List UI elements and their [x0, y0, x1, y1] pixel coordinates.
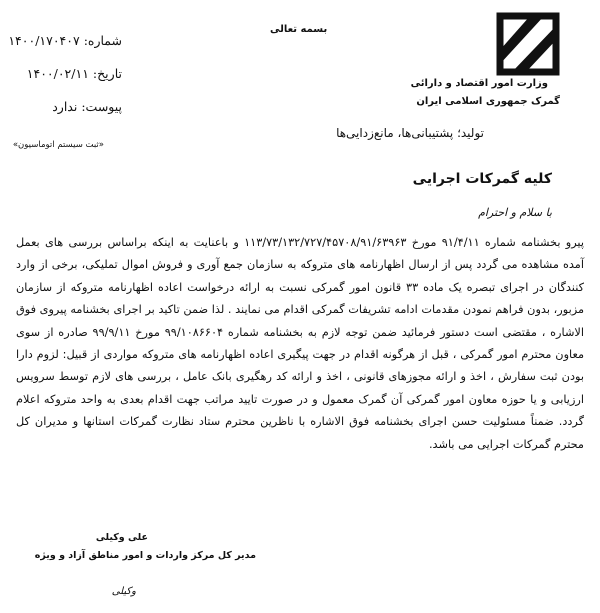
customs-logo-icon	[492, 12, 564, 76]
ministry-name: وزارت امور اقتصاد و دارائی	[410, 78, 548, 89]
date-value: ۱۴۰۰/۰۲/۱۱	[26, 66, 89, 81]
attachment-value: ندارد	[52, 99, 78, 114]
letter-number	[8, 33, 122, 48]
letter-attachment	[52, 99, 122, 114]
attachment-label: پیوست:	[81, 99, 122, 114]
signer-title: مدیر کل مرکز واردات و امور مناطق آزاد و ویژه	[34, 550, 256, 561]
letter-subject: تولید؛ پشتیبانی‌ها، مانع‌زدایی‌ها	[336, 126, 484, 140]
date-label: تاریخ:	[92, 66, 122, 81]
letter-body: پیرو بخشنامه شماره ۹۱/۴/۱۱ مورخ ۱۱۳/۷۳/۱۳۲/۷۲۷/۴۵۷۰۸/۹۱/۶۳۹۶۳ و باعنایت به اینکه براساس بررسی های بعمل آمده مشاهده می گردد پس از ارسال اظهارنامه های متروکه به سازمان جمع آوری و فروش اموال تملیکی، برخی از وارد کنندگان در اجرای تبصره یک ماده ۳۳ قانون امور گمرکی نسبت به ارائه درخواست اعاده اظهارنامه متروکه از سازمان مزبور، بدون فراهم نمودن مقدمات ادامه تشریفات گمرکی اقدام می نمایند . لذا ضمن تاکید بر اجرای بخشنامه پیروی فوق الاشاره ، مقتضی است دستور فرمائید ضمن توجه لازم به بخشنامه شماره ۹۹/۱۰۸۶۶۰۴ مورخ ۹۹/۹/۱۱ صادره از سوی معاون محترم امور گمرکی ، قبل از هرگونه اقدام در جهت پیگیری اعاده اظهارنامه های متروکه مواردی از قبیل: لزوم دارا بودن ثبت سفارش ، اخذ و ارائه مجوزهای قانونی ، اخذ و ارائه کد رهگیری بانک عامل ، بررسی های لازم توسط سرویس ارزیابی و یا حوزه معاون امور گمرکی آن گمرک معمول و در صورت تایید مراتب جهت اقدام بعدی به واحد متروکه اعلام گردد. ضمناً مسئولیت حسن اجرای بخشنامه فوق الاشاره با ناظرین محترم ستاد نظارت گمرکات استانها و مدیران کل محترم گمرکات اجرایی می باشد.	[16, 236, 584, 451]
addressee: کلیه گمرکات اجرایی	[412, 171, 552, 187]
signer-name: علی وکیلی	[95, 532, 148, 543]
handwritten-signature: وکیلی	[111, 586, 136, 597]
invocation: بسمه تعالی	[270, 24, 328, 35]
number-value: ۱۴۰۰/۱۷۰۴۰۷	[8, 33, 80, 48]
automation-note: «ثبت سیستم اتوماسیون»	[12, 140, 104, 150]
organization-name: گمرک جمهوری اسلامی ایران	[416, 96, 560, 107]
salutation: با سلام و احترام	[478, 206, 552, 219]
number-label: شماره:	[83, 33, 122, 48]
letter-date	[27, 66, 122, 81]
